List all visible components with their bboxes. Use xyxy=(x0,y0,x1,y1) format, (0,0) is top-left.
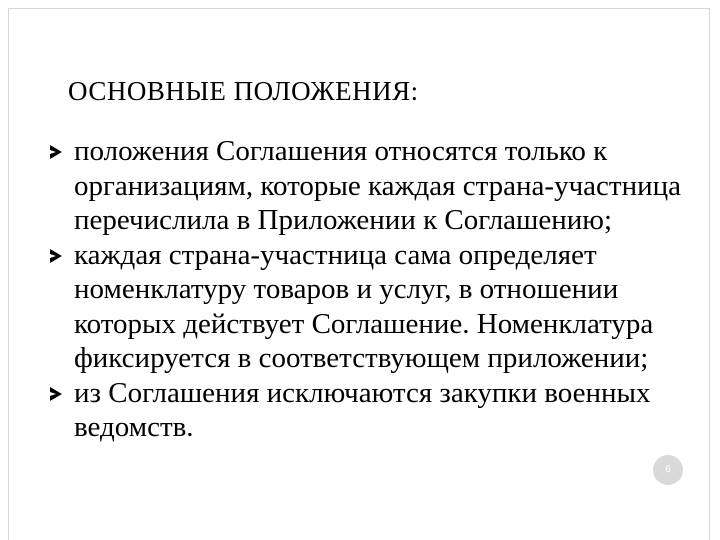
slide-title: ОСНОВНЫЕ ПОЛОЖЕНИЯ: xyxy=(68,76,419,106)
bullet-text: положения Соглашения относятся только к организациям, которые каждая страна-участница перечислила в Приложении к Соглашению; xyxy=(74,135,682,236)
bullet-list xyxy=(44,134,694,445)
bullet-item xyxy=(44,376,694,445)
arrowhead-bullet-icon xyxy=(50,145,62,159)
arrowhead-bullet-icon xyxy=(50,387,62,401)
bullet-item xyxy=(44,134,694,238)
arrowhead-bullet-icon xyxy=(50,249,62,263)
page-number-badge: 6 xyxy=(653,455,683,485)
bullet-item xyxy=(44,238,694,376)
bullet-text: из Соглашения исключаются закупки военных ведомств. xyxy=(74,376,651,443)
bullet-text: каждая страна-участница сама определяет номенклатуру товаров и услуг, в отношении которых действует Соглашение. Номенклатура фиксируется в соответствующем приложении; xyxy=(74,238,654,374)
